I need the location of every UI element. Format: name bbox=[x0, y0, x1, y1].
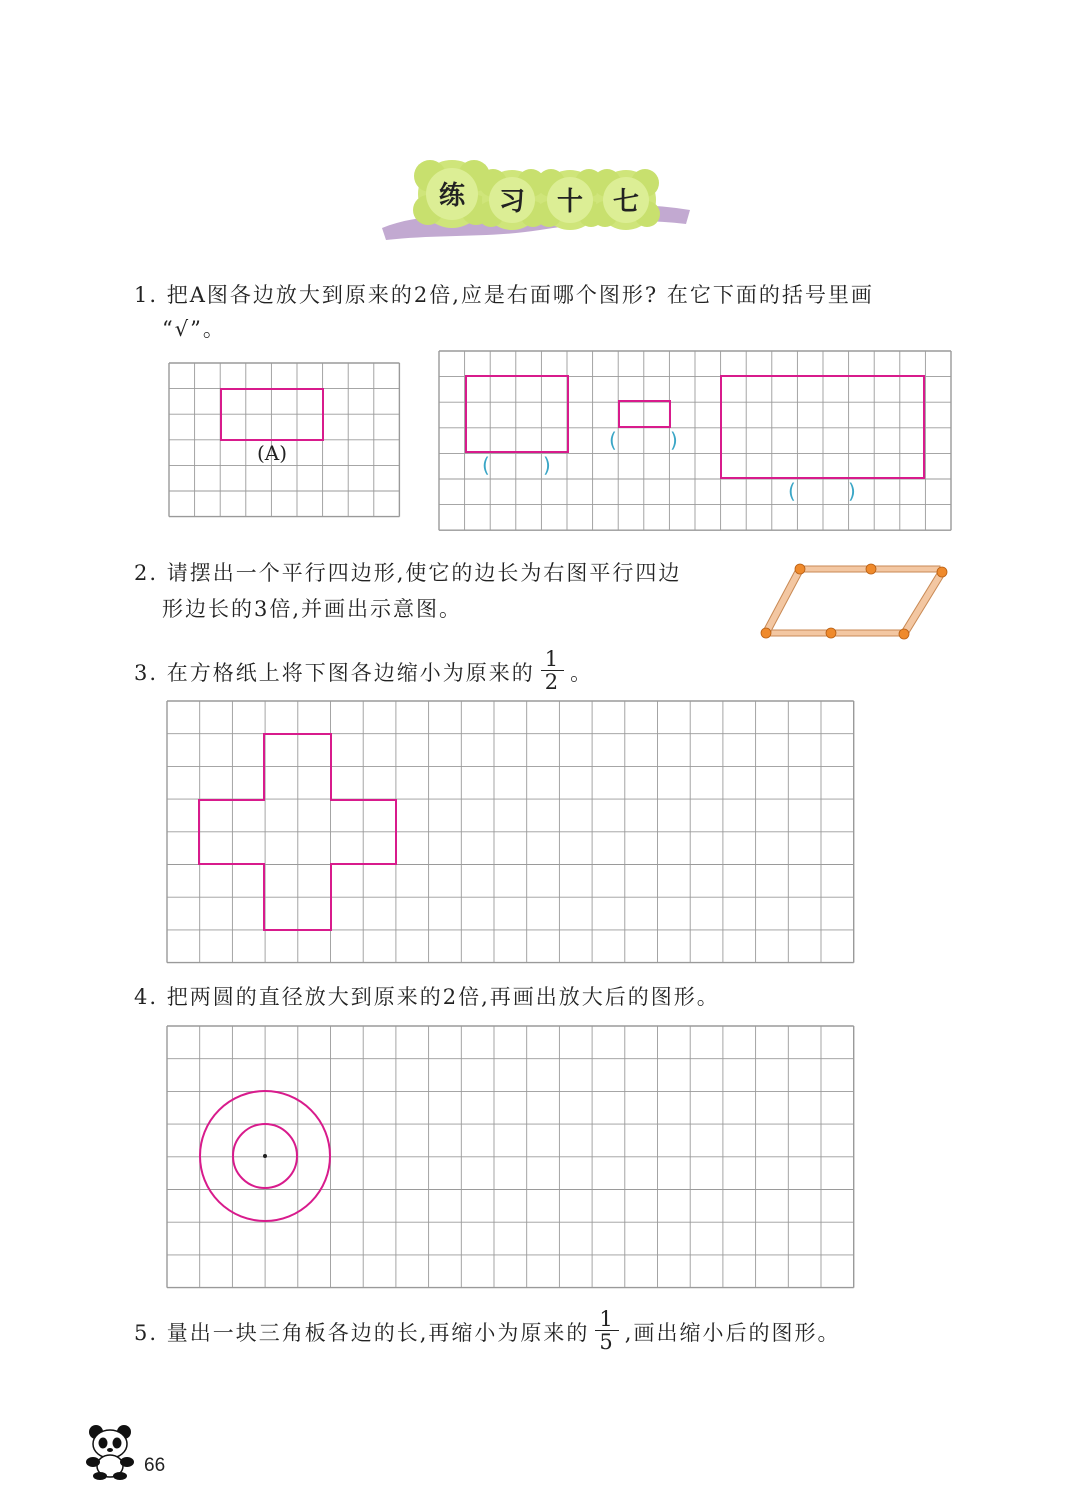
answer-paren-2-close[interactable]: ) bbox=[670, 428, 678, 452]
label-a: (A) bbox=[256, 441, 288, 465]
q5-fraction-numerator: 1 bbox=[595, 1308, 618, 1331]
answer-paren-1-open[interactable]: ( bbox=[482, 453, 490, 477]
q3-fraction-numerator: 1 bbox=[541, 648, 564, 671]
circle-center bbox=[263, 1154, 267, 1158]
banner-char-1: 练 bbox=[438, 181, 466, 211]
q5-text bbox=[134, 1307, 841, 1357]
q3-fraction-denominator: 2 bbox=[544, 670, 561, 694]
stick-bottom-2 bbox=[832, 630, 902, 636]
stick-top-2 bbox=[872, 566, 940, 572]
banner-char-4: 七 bbox=[612, 187, 640, 217]
q1-line1: 1. 把A图各边放大到原来的2倍,应是右面哪个图形? 在它下面的括号里画 bbox=[134, 283, 874, 307]
q2-line2: 形边长的3倍,并画出示意图。 bbox=[162, 597, 463, 621]
joint bbox=[937, 567, 947, 577]
stick-left bbox=[763, 567, 803, 635]
q1-line2: “√”。 bbox=[162, 317, 226, 341]
stick-top-1 bbox=[800, 566, 870, 572]
answer-paren-3-close[interactable]: ) bbox=[848, 479, 856, 503]
answer-paren-3-open[interactable]: ( bbox=[788, 479, 796, 503]
stick-parallelogram bbox=[756, 560, 952, 644]
q5-fraction-denominator: 5 bbox=[599, 1330, 615, 1354]
answer-paren-2-open[interactable]: ( bbox=[609, 428, 617, 452]
q3-text bbox=[134, 647, 594, 697]
q3-text-end: 。 bbox=[570, 661, 594, 685]
stick-bottom-1 bbox=[766, 630, 830, 636]
stick-right bbox=[901, 570, 945, 636]
joint bbox=[866, 564, 876, 574]
page-number: 66 bbox=[144, 1455, 166, 1476]
banner-char-2: 习 bbox=[498, 187, 526, 217]
q3-grid bbox=[166, 700, 858, 965]
q1-grid-a bbox=[168, 362, 402, 520]
q4-text: 4. 把两圆的直径放大到原来的2倍,再画出放大后的图形。 bbox=[134, 985, 720, 1009]
banner-char-3: 十 bbox=[556, 187, 584, 217]
joint bbox=[761, 628, 771, 638]
joint bbox=[826, 628, 836, 638]
q4-grid bbox=[166, 1025, 858, 1290]
q5-fraction bbox=[595, 1308, 618, 1353]
q5-text-main: 5. 量出一块三角板各边的长,再缩小为原来的 bbox=[134, 1321, 590, 1345]
joint bbox=[899, 629, 909, 639]
option-rectangle-2 bbox=[619, 401, 670, 427]
q3-fraction bbox=[541, 648, 564, 693]
answer-paren-1-close[interactable]: ) bbox=[543, 453, 551, 477]
q1-grid-options bbox=[438, 350, 952, 532]
option-rectangle-1 bbox=[466, 376, 568, 452]
title-banner bbox=[370, 150, 700, 250]
panda-icon bbox=[84, 1422, 138, 1480]
q3-text-main: 3. 在方格纸上将下图各边缩小为原来的 bbox=[134, 661, 535, 685]
option-rectangle-3 bbox=[721, 376, 924, 478]
q2-line1: 2. 请摆出一个平行四边形,使它的边长为右图平行四边 bbox=[134, 561, 682, 585]
q5-text-end: ,画出缩小后的图形。 bbox=[624, 1321, 841, 1345]
joint bbox=[795, 564, 805, 574]
